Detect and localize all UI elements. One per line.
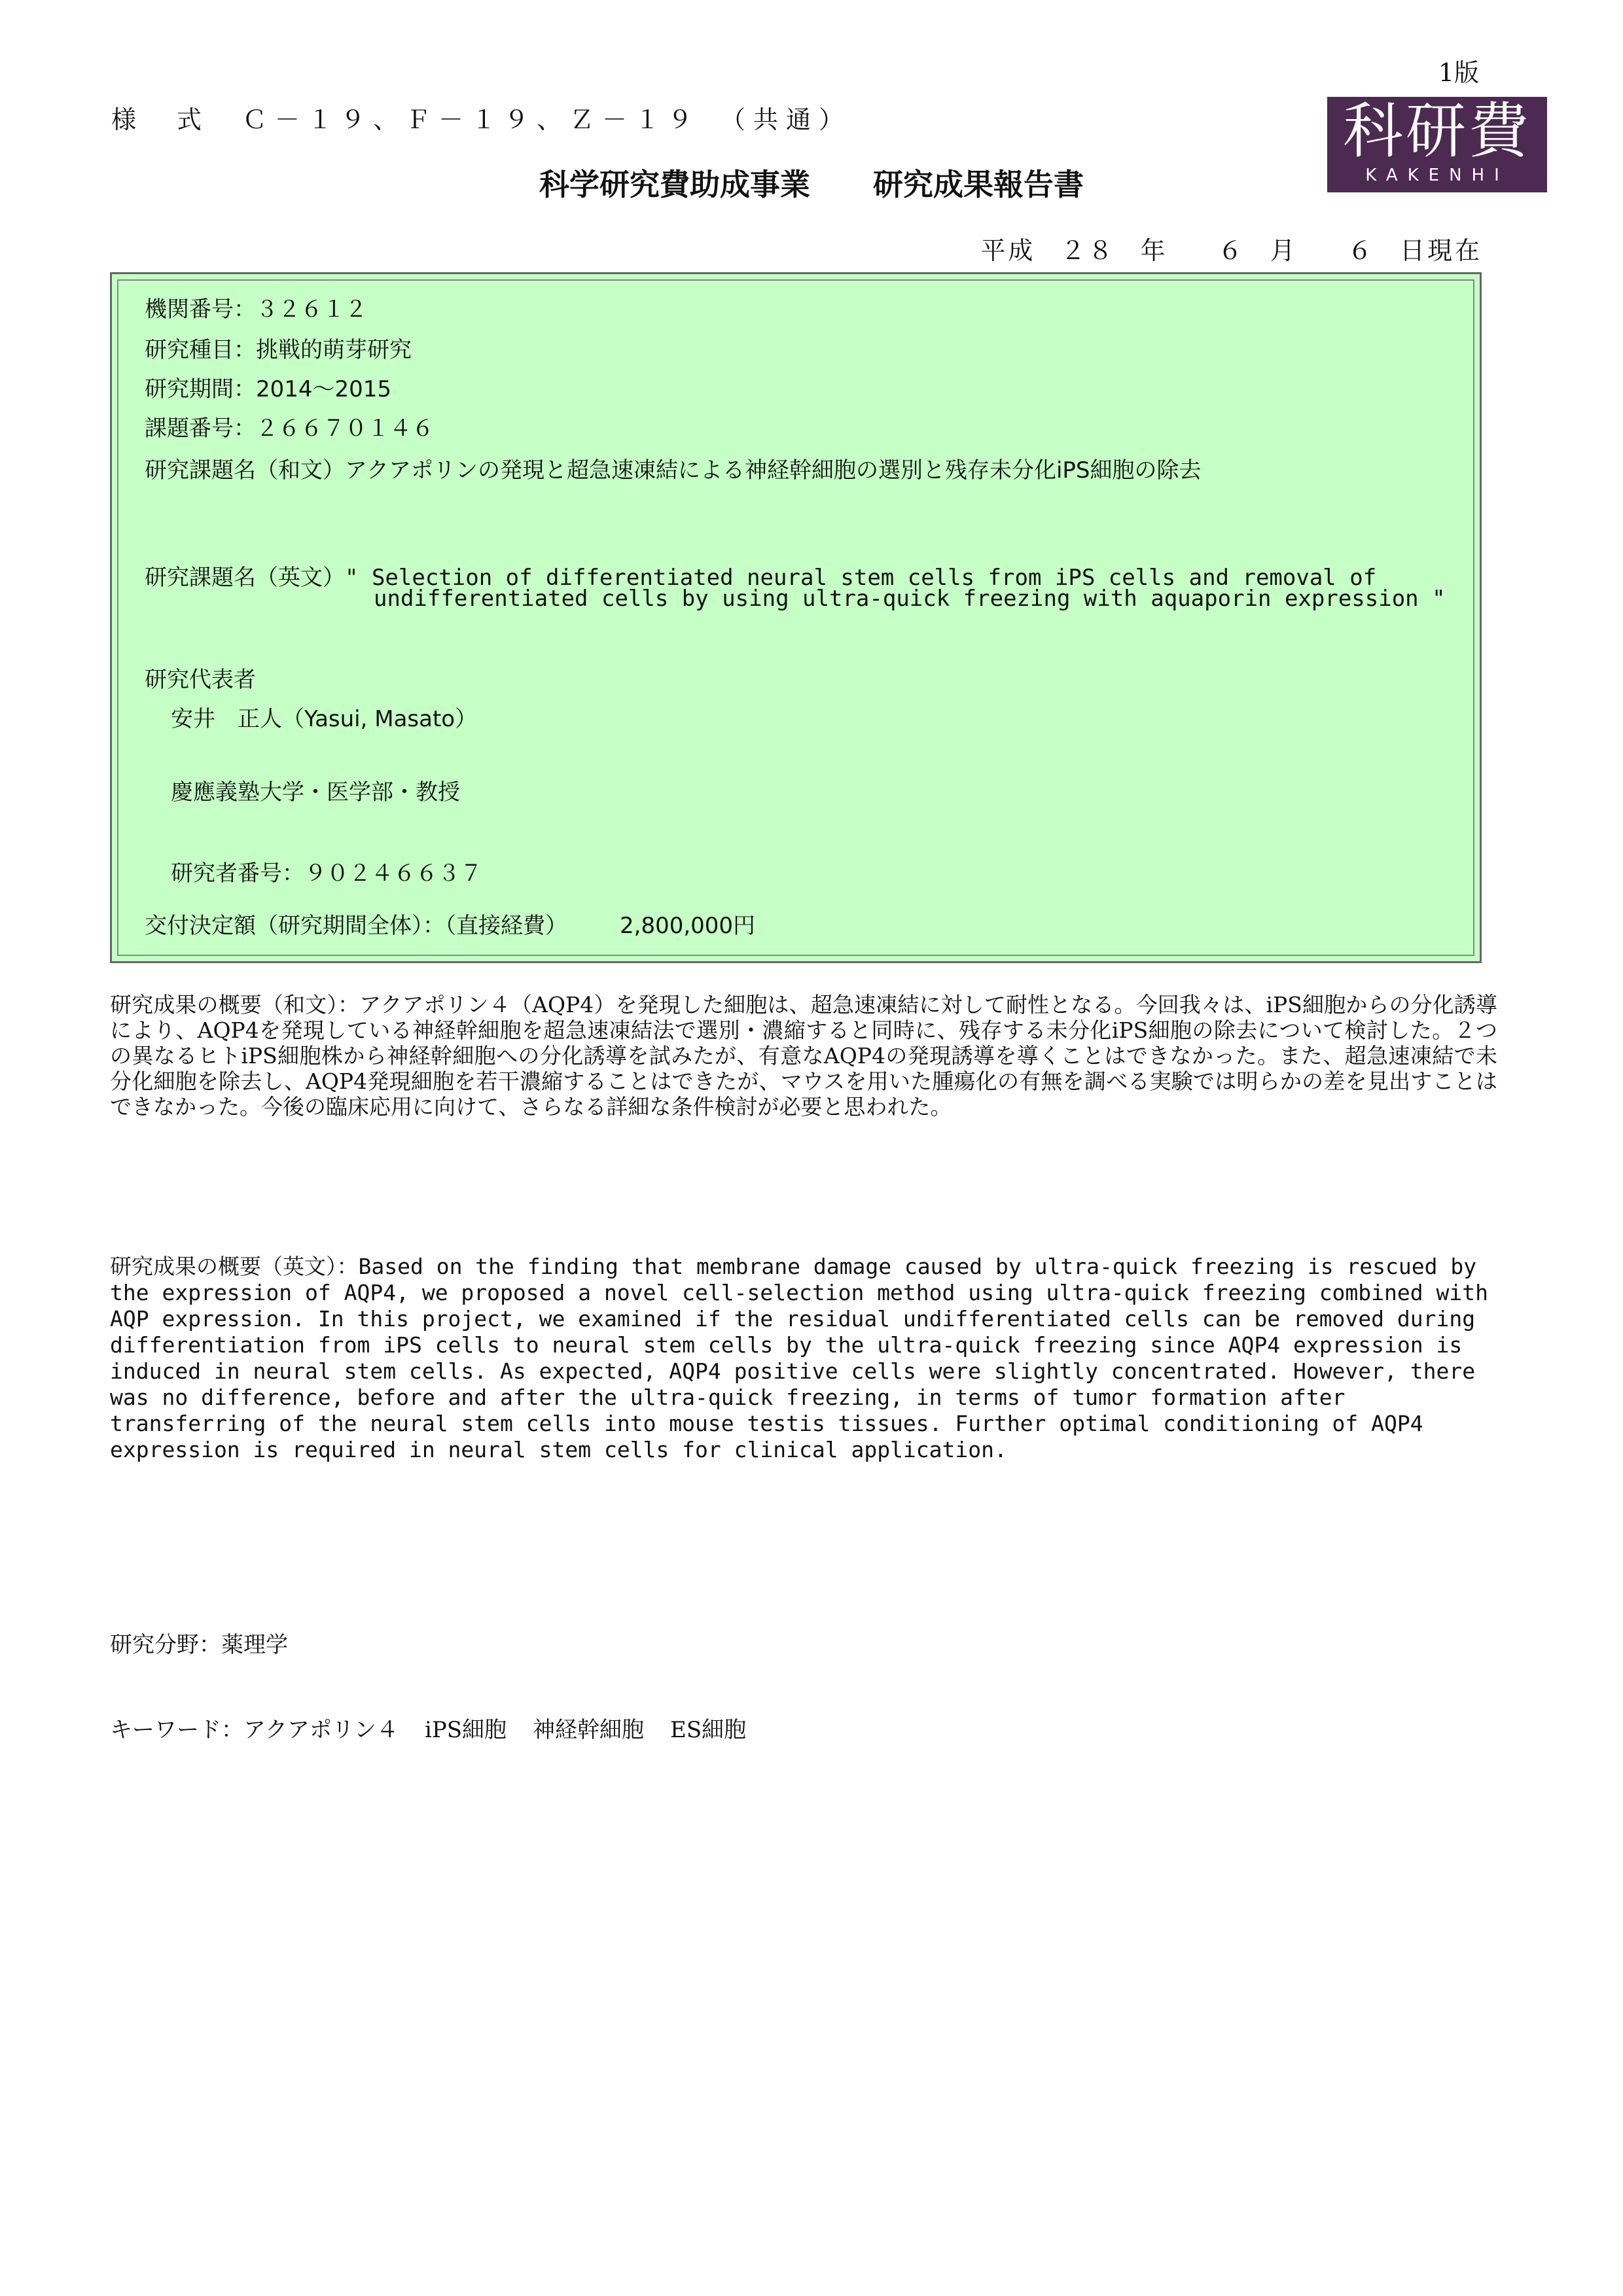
version-label: 1版 (1438, 58, 1479, 87)
summary-en (110, 1254, 1497, 1463)
representative-label: 研究代表者 (145, 667, 256, 693)
date-day: ６ (1347, 236, 1375, 265)
date-year: ２８ (1060, 236, 1116, 265)
grant-value: 2,800,000円 (620, 913, 756, 939)
keyword-item: ES細胞 (670, 1717, 747, 1743)
keyword-item: アクアポリン４ (243, 1717, 399, 1743)
keyword-item: 神経幹細胞 (533, 1717, 645, 1743)
title-right: 研究成果報告書 (873, 167, 1084, 202)
category-row (145, 332, 412, 364)
logo-kanji: 科研費 (1342, 96, 1531, 166)
date-year-unit: 年 (1140, 236, 1168, 265)
institution-row (145, 291, 367, 323)
period-value: 2014～2015 (256, 376, 392, 402)
field-value: 薬理学 (221, 1632, 288, 1658)
period-row (145, 371, 391, 403)
title-ja-row (145, 452, 1202, 484)
summary-en-label: 研究成果の概要（英文）： (110, 1254, 359, 1279)
date-era: 平成 (980, 236, 1036, 265)
keywords (110, 1712, 772, 1744)
field-label: 研究分野： (110, 1632, 221, 1658)
report-date (966, 230, 1482, 266)
info-box (110, 272, 1482, 963)
page-title (0, 161, 1623, 204)
title-ja-value: アクアポリンの発現と超急速凍結による神経幹細胞の選別と残存未分化iPS細胞の除去 (345, 457, 1202, 484)
keywords-label: キーワード： (110, 1717, 243, 1743)
title-en-line1: " Selection of differentiated neural stem cells from iPS cells and removal of (345, 565, 1377, 591)
category-value: 挑戦的萌芽研究 (256, 337, 412, 363)
title-ja-label: 研究課題名（和文） (145, 457, 345, 484)
period-label: 研究期間： (145, 376, 256, 402)
summary-ja (110, 992, 1497, 1120)
institution-label: 機関番号： (145, 296, 256, 323)
category-label: 研究種目： (145, 337, 256, 363)
grant-row (145, 908, 755, 940)
affiliation: 慶應義塾大学・医学部・教授 (171, 779, 460, 805)
project-no-row (145, 410, 434, 442)
date-month: ６ (1217, 236, 1245, 265)
logo-romaji: KAKENHI (1365, 166, 1509, 185)
research-field (110, 1627, 288, 1659)
summary-en-text: Based on the finding that membrane damage caused by ultra-quick freezing is rescued by the expression of AQP4, we proposed a novel cell-selection method using ultra-quick freezing combined with AQP expression. In this project, we examined if the residual undifferentiated cells can be removed during differentiation from iPS cells to neural stem cells by the ultra-quick freezing since AQP4 expression is induced in neural stem cells. As expected, AQP4 positive cells were slightly concentrated. However, there was no difference, before and after the ultra-quick freezing, in terms of tumor formation after transferring of the neural stem cells into mouse testis tissues. Further optimal conditioning of AQP4 expression is required in neural stem cells for clinical application. (110, 1254, 1488, 1462)
title-left: 科学研究費助成事業 (539, 167, 810, 202)
institution-value: ３２６１２ (256, 296, 367, 323)
date-month-unit: 月 (1270, 236, 1298, 265)
researcher-number: 研究者番号：９０２４６６３７ (171, 860, 482, 887)
summary-ja-label: 研究成果の概要（和文）： (110, 992, 360, 1017)
project-no-label: 課題番号： (145, 415, 256, 442)
info-box-inner (117, 279, 1474, 956)
title-en-line2: undifferentiated cells by using ultra-quick freezing with aquaporin expression " (374, 586, 1446, 612)
representative-name: 安井 正人（Yasui, Masato） (171, 706, 478, 732)
keyword-item: iPS細胞 (424, 1717, 507, 1743)
title-en-label: 研究課題名（英文） (145, 565, 345, 591)
date-day-unit: 日現在 (1399, 236, 1482, 265)
form-code: 様 式 Ｃ－１９、Ｆ－１９、Ｚ－１９ （共通） (111, 105, 852, 134)
grant-label: 交付決定額（研究期間全体）：（直接経費） (145, 913, 567, 939)
summary-ja-text: アクアポリン４（AQP4）を発現した細胞は、超急速凍結に対して耐性となる。今回我々は、iPS細胞からの分化誘導により、AQP4を発現している神経幹細胞を超急速凍結法で選別・濃縮すると同時に、残存する未分化iPS細胞の除去について検討した。２つの異なるヒトiPS細胞株から神経幹細胞への分化誘導を試みたが、有意なAQP4の発現誘導を導くことはできなかった。また、超急速凍結で未分化細胞を除去し、AQP4発現細胞を若干濃縮することはできたが、マウスを用いた腫瘍化の有無を調べる実験では明らかの差を見出すことはできなかった。今後の臨床応用に向けて、さらなる詳細な条件検討が必要と思われた。 (110, 992, 1498, 1120)
project-no-value: ２６６７０１４６ (256, 415, 434, 442)
